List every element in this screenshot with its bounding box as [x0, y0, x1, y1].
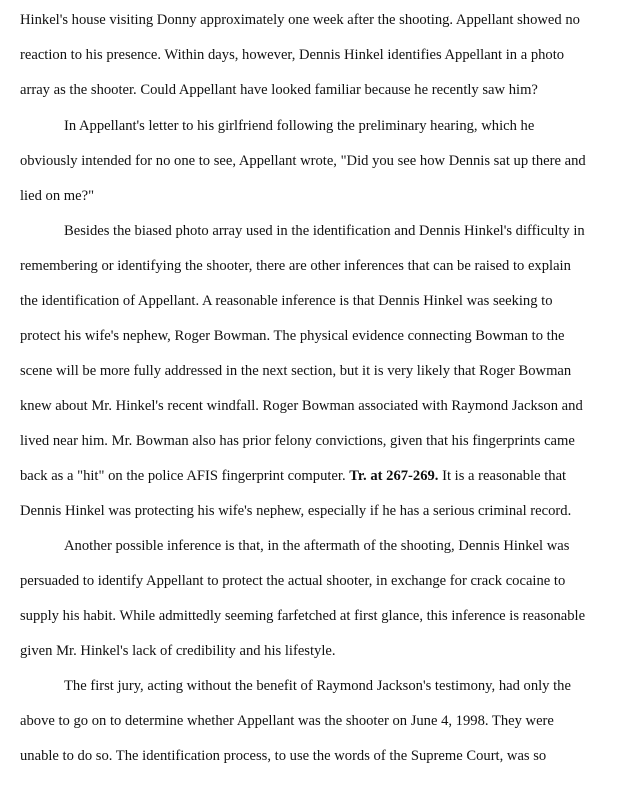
text-line: given Mr. Hinkel's lack of credibility and his lifestyle. — [20, 643, 336, 659]
text-line-with-citation — [20, 467, 566, 485]
text-line: persuaded to identify Appellant to protect the actual shooter, in exchange for crack cocaine to — [20, 573, 566, 589]
text-segment: It is a reasonable that — [438, 468, 567, 484]
text-line: the identification of Appellant. A reasonable inference is that Dennis Hinkel was seeking to — [20, 293, 553, 309]
text-segment: back as a "hit" on the police AFIS fingerprint computer. — [20, 468, 350, 484]
paragraph-first-line: Besides the biased photo array used in the identification and Dennis Hinkel's difficulty in — [64, 223, 585, 239]
paragraph-first-line: In Appellant's letter to his girlfriend following the preliminary hearing, which he — [64, 118, 535, 134]
text-line: above to go on to determine whether Appellant was the shooter on June 4, 1998. They were — [20, 713, 554, 729]
text-line: remembering or identifying the shooter, there are other inferences that can be raised to explain — [20, 258, 571, 274]
text-line: obviously intended for no one to see, Appellant wrote, "Did you see how Dennis sat up there and — [20, 153, 586, 169]
text-line: supply his habit. While admittedly seeming farfetched at first glance, this inference is reasonable — [20, 608, 586, 624]
text-line: knew about Mr. Hinkel's recent windfall. Roger Bowman associated with Raymond Jackson and — [20, 398, 583, 414]
text-line: Hinkel's house visiting Donny approximately one week after the shooting. Appellant showed no — [20, 12, 580, 28]
text-line: scene will be more fully addressed in the next section, but it is very likely that Roger Bowman — [20, 363, 572, 379]
text-line: unable to do so. The identification process, to use the words of the Supreme Court, was so — [20, 748, 547, 764]
text-line: reaction to his presence. Within days, however, Dennis Hinkel identifies Appellant in a photo — [20, 47, 565, 63]
text-line: array as the shooter. Could Appellant have looked familiar because he recently saw him? — [20, 82, 538, 98]
text-line: Dennis Hinkel was protecting his wife's nephew, especially if he has a serious criminal record. — [20, 503, 572, 519]
paragraph-first-line: Another possible inference is that, in the aftermath of the shooting, Dennis Hinkel was — [64, 538, 570, 554]
text-line: lied on me?" — [20, 188, 95, 204]
paragraph-first-line: The first jury, acting without the benefit of Raymond Jackson's testimony, had only the — [64, 678, 571, 694]
text-line: lived near him. Mr. Bowman also has prior felony convictions, given that his fingerprints came — [20, 433, 575, 449]
text-line: protect his wife's nephew, Roger Bowman. The physical evidence connecting Bowman to the — [20, 328, 565, 344]
citation: Tr. at 267-269. — [349, 468, 439, 484]
